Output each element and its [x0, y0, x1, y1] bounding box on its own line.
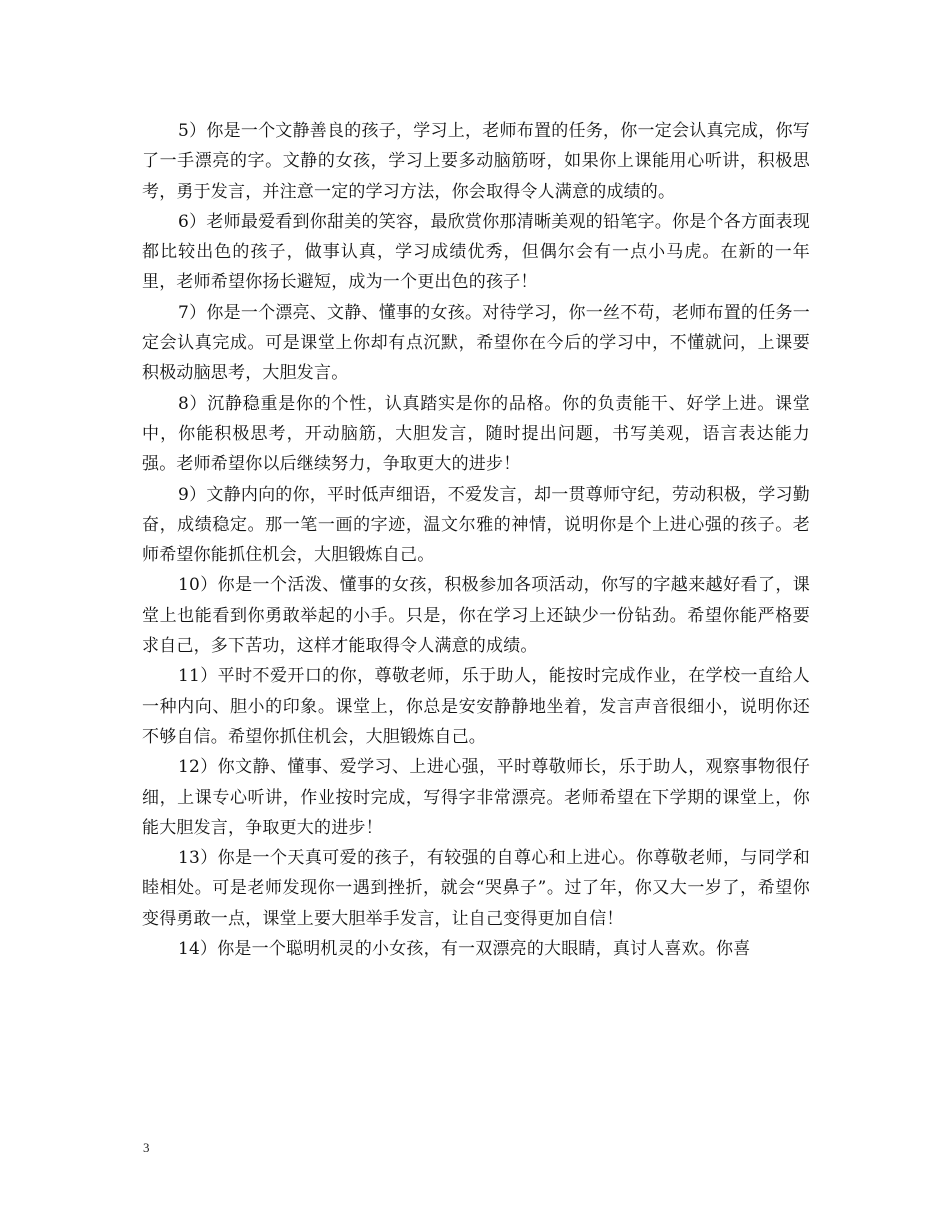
paragraph-14: 14）你是一个聪明机灵的小女孩，有一双漂亮的大眼睛，真讨人喜欢。你喜 — [178, 939, 751, 960]
page-number: 3 — [143, 1140, 150, 1155]
paragraph-5: 5）你是一个文静善良的孩子，学习上，老师布置的任务，你一定会认真完成，你写了一手漂亮的字。文静的女孩，学习上要多动脑筋呀，如果你上课能用心听讲，积极思考，勇于发言，并注意一定的学习方法，你会取得令人满意的成绩的。 — [142, 121, 810, 202]
paragraph-10: 10）你是一个活泼、懂事的女孩，积极参加各项活动，你写的字越来越好看了，课堂上也能看到你勇敢举起的小手。只是，你在学习上还缺少一份钻劲。希望你能严格要求自己，多下苦功，这样才能取得令人满意的成绩。 — [142, 575, 810, 657]
paragraph-8: 8）沉静稳重是你的个性，认真踏实是你的品格。你的负责能干、好学上进。课堂中，你能积极思考，开动脑筋，大胆发言，随时提出问题，书写美观，语言表达能力强。老师希望你以后继续努力，争取更大的进步！ — [142, 393, 810, 475]
paragraph-9: 9）文静内向的你，平时低声细语，不爱发言，却一贯尊师守纪，劳动积极，学习勤奋，成绩稳定。那一笔一画的字迹，温文尔雅的神情，说明你是个上进心强的孩子。老师希望你能抓住机会，大胆锻炼自己。 — [142, 484, 810, 566]
paragraph-7: 7）你是一个漂亮、文静、懂事的女孩。对待学习，你一丝不苟，老师布置的任务一定会认真完成。可是课堂上你却有点沉默，希望你在今后的学习中，不懂就问，上课要积极动脑思考，大胆发言。 — [142, 302, 810, 384]
paragraph-12: 12）你文静、懂事、爱学习、上进心强，平时尊敬师长，乐于助人，观察事物很仔细，上课专心听讲，作业按时完成，写得字非常漂亮。老师希望在下学期的课堂上，你能大胆发言，争取更大的进步！ — [142, 757, 810, 838]
document-body — [142, 116, 810, 964]
paragraph-11: 11）平时不爱开口的你，尊敬老师，乐于助人，能按时完成作业，在学校一直给人一种内向、胆小的印象。课堂上，你总是安安静静地坐着，发言声音很细小，说明你还不够自信。希望你抓住机会，大胆锻炼自己。 — [142, 666, 810, 747]
paragraph-6: 6）老师最爱看到你甜美的笑容，最欣赏你那清晰美观的铅笔字。你是个各方面表现都比较出色的孩子，做事认真，学习成绩优秀，但偶尔会有一点小马虎。在新的一年里，老师希望你扬长避短，成为一个更出色的孩子！ — [142, 211, 810, 293]
paragraph-13: 13）你是一个天真可爱的孩子，有较强的自尊心和上进心。你尊敬老师，与同学和睦相处。可是老师发现你一遇到挫折，就会“哭鼻子”。过了年，你又大一岁了，希望你变得勇敢一点，课堂上要大胆举手发言，让自己变得更加自信！ — [142, 848, 810, 929]
